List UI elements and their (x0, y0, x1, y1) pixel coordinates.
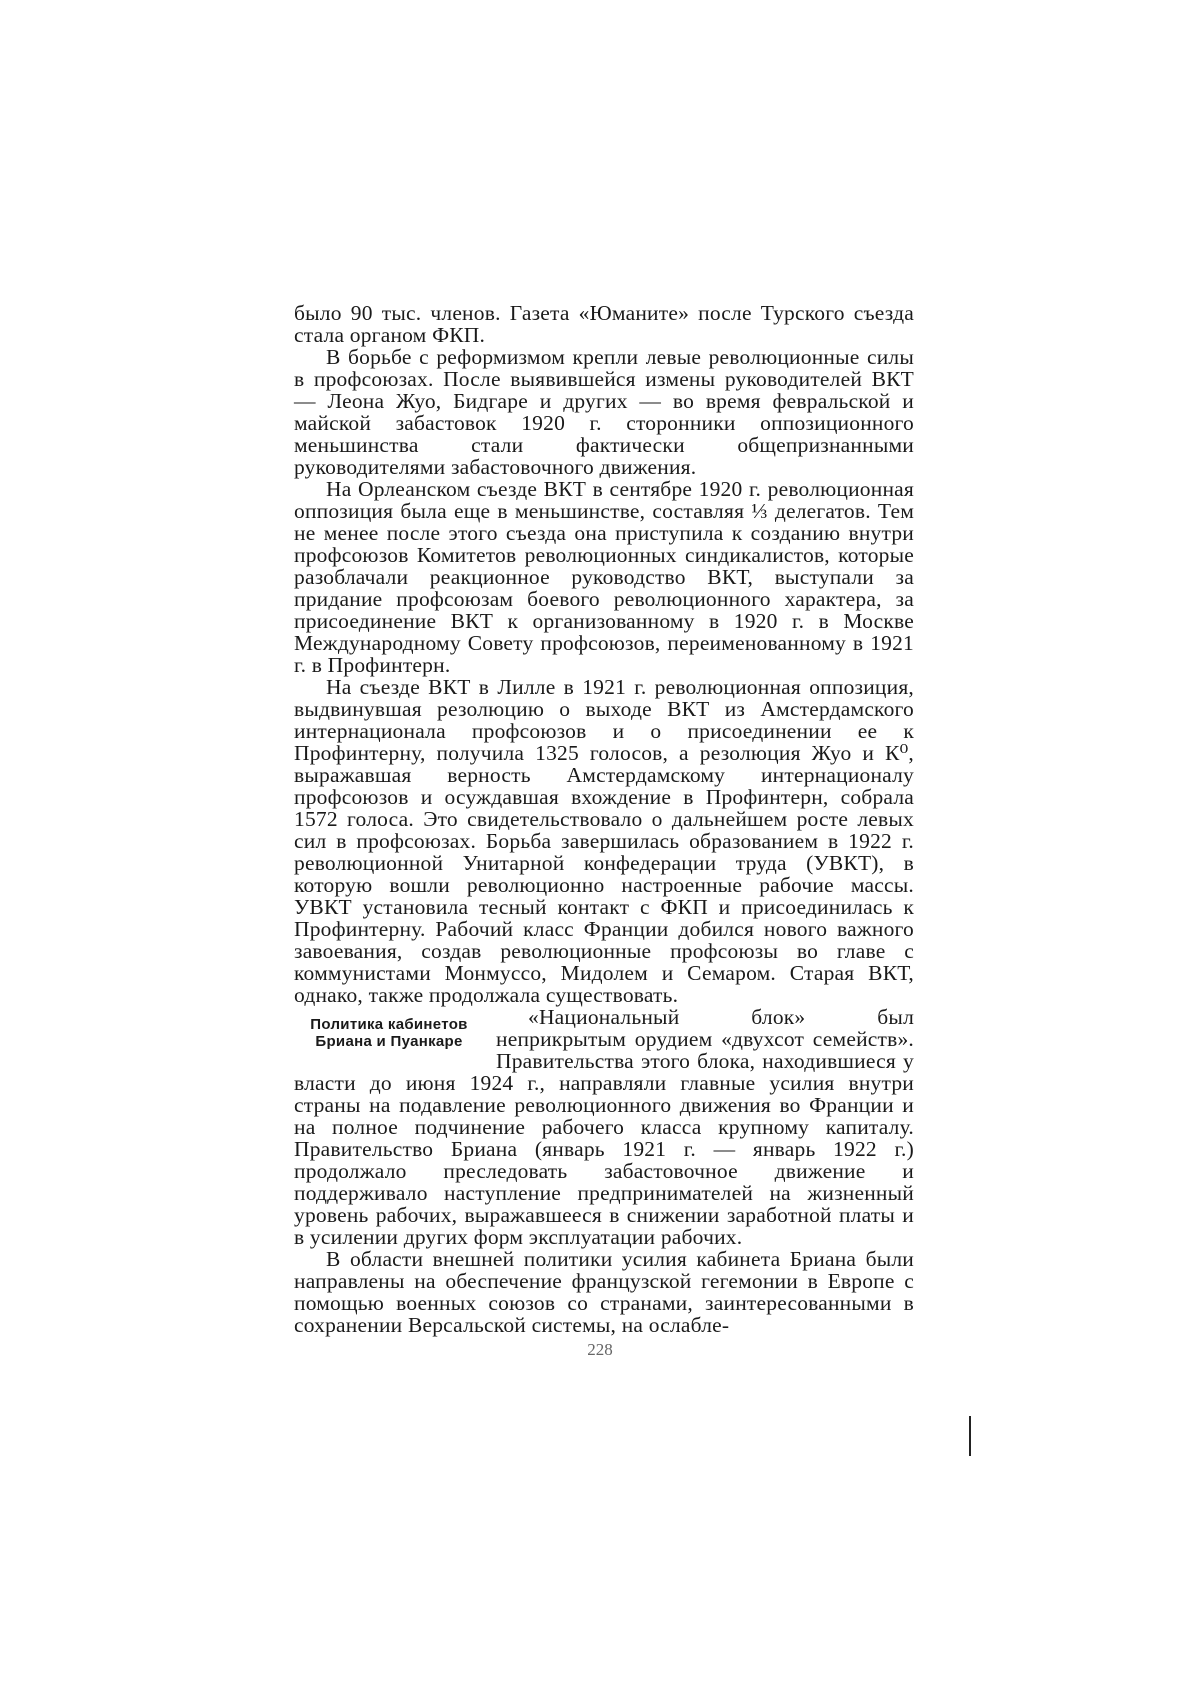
page-number: 228 (587, 1340, 613, 1359)
body-text (294, 302, 914, 1336)
paragraph-4: На съезде ВКТ в Лилле в 1921 г. революционная оппозиция, выдвинувшая резолюцию о выходе ВКТ из Амстердамского интернационала профсоюзов и о присоединении ее к Профинтерну, получила 1325 голосов, а резолюция Жуо и К⁰, выражавшая верность Амстердамскому интернационалу профсоюзов и осуждавшая вхождение в Профинтерн, собрала 1572 голоса. Это свидетельствовало о дальнейшем росте левых сил в профсоюзах. Борьба завершилась образованием в 1922 г. революционной Унитарной конфедерации труда (УВКТ), в которую вошли революционно настроенные рабочие массы. УВКТ установила тесный контакт с ФКП и присоединилась к Профинтерну. Рабочий класс Франции добился нового важного завоевания, создав революционные профсоюзы во главе с коммунистами Монмуссо, Мидолем и Семаром. Старая ВКТ, однако, также продолжала существовать. (294, 675, 914, 1007)
paragraph-3: На Орлеанском съезде ВКТ в сентябре 1920 г. революционная оппозиция была еще в меньшинстве, составляя ⅓ делегатов. Тем не менее после этого съезда она приступила к созданию внутри профсоюзов Комитетов революционных синдикалистов, которые разоблачали реакционное руководство ВКТ, выступали за придание профсоюзам боевого революционного характера, за присоединение ВКТ к организованному в 1920 г. в Москве Международному Совету профсоюзов, переименованному в 1921 г. в Профинтерн. (294, 477, 914, 677)
paragraph-1: было 90 тыс. членов. Газета «Юманите» после Турского съезда стала органом ФКП. (294, 301, 914, 347)
scan-edge-mark (969, 1416, 971, 1456)
paragraph-2: В борьбе с реформизмом крепли левые революционные силы в профсоюзах. После выявившейся измены руководителей ВКТ — Леона Жуо, Бидгаре и других — во время февральской и майской забастовок 1920 г. сторонники оппозиционного меньшинства стали фактически общепризнанными руководителями забастовочного движения. (294, 345, 914, 479)
paragraph-6: В области внешней политики усилия кабинета Бриана были направлены на обеспечение французской гегемонии в Европе с помощью военных союзов со странами, заинтересованными в сохранении Версальской системы, на ослабле- (294, 1247, 914, 1337)
margin-heading: Политика кабинетов Бриана и Пуанкаре (310, 1016, 468, 1050)
paragraph-5: «Национальный блок» был неприкрытым орудием «двухсот семейств». Правительства этого блока, находившиеся у власти до июня 1924 г., направляли главные усилия внутри страны на подавление революционного движения во Франции и на полное подчинение рабочего класса крупному капиталу. Правительство Бриана (январь 1921 г. — январь 1922 г.) продолжало преследовать забастовочное движение и поддерживало наступление предпринимателей на жизненный уровень рабочих, выражавшееся в снижении заработной платы и в усилении других форм эксплуатации рабочих. (294, 1005, 914, 1249)
